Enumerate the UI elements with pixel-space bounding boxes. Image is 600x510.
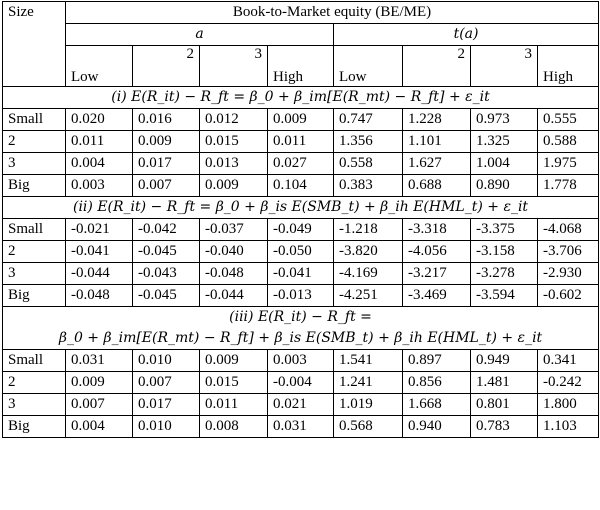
- t-stat-cell: 1.778: [538, 175, 599, 197]
- level-header: [334, 46, 403, 87]
- alpha-cell: 0.012: [200, 109, 268, 131]
- level-top-label: 2: [457, 46, 465, 62]
- size-cell: 2: [3, 241, 66, 263]
- t-stat-cell: -3.217: [403, 263, 471, 285]
- level-bottom-label: [408, 68, 465, 86]
- alpha-cell: -0.048: [200, 263, 268, 285]
- t-stat-cell: -3.820: [334, 241, 403, 263]
- alpha-cell: -0.045: [133, 285, 200, 307]
- level-header: [66, 46, 133, 87]
- t-stat-cell: -4.169: [334, 263, 403, 285]
- t-stat-cell: 1.101: [403, 131, 471, 153]
- t-stat-cell: -3.706: [538, 241, 599, 263]
- level-top-label: 2: [186, 46, 194, 62]
- alpha-cell: 0.010: [133, 350, 200, 372]
- alpha-cell: 0.009: [200, 350, 268, 372]
- size-cell: 2: [3, 131, 66, 153]
- size-cell: Small: [3, 350, 66, 372]
- t-stat-cell: 1.800: [538, 394, 599, 416]
- t-stat-cell: 0.949: [471, 350, 538, 372]
- level-bottom-label: [476, 68, 532, 86]
- level-header: [471, 46, 538, 87]
- t-stat-cell: 0.688: [403, 175, 471, 197]
- level-top-label: 3: [524, 46, 532, 62]
- alpha-cell: -0.048: [66, 285, 133, 307]
- table-row: [3, 263, 599, 285]
- level-bottom-label: [205, 68, 262, 86]
- t-stat-cell: -1.218: [334, 219, 403, 241]
- level-top-label: [339, 46, 397, 62]
- t-stat-cell: 1.627: [403, 153, 471, 175]
- t-stat-cell: 1.356: [334, 131, 403, 153]
- panel-title: (i) E(R_it) − R_ft = β_0 + β_im[E(R_mt) − R_ft] + ε_it: [3, 87, 599, 109]
- table-row: [3, 175, 599, 197]
- t-stat-cell: 0.588: [538, 131, 599, 153]
- size-header: Size: [3, 2, 66, 87]
- t-stat-cell: -0.242: [538, 372, 599, 394]
- alpha-cell: 0.003: [66, 175, 133, 197]
- t-stat-cell: 0.856: [403, 372, 471, 394]
- alpha-cell: 0.016: [133, 109, 200, 131]
- alpha-cell: 0.004: [66, 416, 133, 438]
- t-stat-cell: 1.241: [334, 372, 403, 394]
- panel-title: (ii) E(R_it) − R_ft = β_0 + β_is E(SMB_t) + β_ih E(HML_t) + ε_it: [3, 197, 599, 219]
- alpha-cell: 0.009: [268, 109, 334, 131]
- alpha-cell: 0.010: [133, 416, 200, 438]
- t-stat-cell: 0.747: [334, 109, 403, 131]
- level-bottom-label: Low: [71, 69, 99, 85]
- level-header: [133, 46, 200, 87]
- alpha-cell: -0.021: [66, 219, 133, 241]
- alpha-cell: 0.009: [66, 372, 133, 394]
- t-stat-cell: 1.481: [471, 372, 538, 394]
- t-stat-cell: 0.890: [471, 175, 538, 197]
- t-stat-cell: 0.383: [334, 175, 403, 197]
- table-row: [3, 131, 599, 153]
- alpha-cell: 0.009: [200, 175, 268, 197]
- alpha-cell: 0.013: [200, 153, 268, 175]
- alpha-cell: -0.044: [200, 285, 268, 307]
- alpha-cell: 0.017: [133, 394, 200, 416]
- t-stat-cell: -3.158: [471, 241, 538, 263]
- level-header: [538, 46, 599, 87]
- alpha-cell: -0.041: [66, 241, 133, 263]
- t-stat-cell: -4.251: [334, 285, 403, 307]
- t-stat-cell: 1.325: [471, 131, 538, 153]
- t-stat-cell: 1.541: [334, 350, 403, 372]
- alpha-cell: -0.041: [268, 263, 334, 285]
- regression-table: [2, 1, 599, 438]
- table-row: [3, 109, 599, 131]
- t-stat-cell: 0.897: [403, 350, 471, 372]
- size-cell: 2: [3, 372, 66, 394]
- t-stat-cell: -3.278: [471, 263, 538, 285]
- t-stat-cell: 1.668: [403, 394, 471, 416]
- a-label: a: [66, 24, 334, 46]
- size-cell: Big: [3, 175, 66, 197]
- level-top-label: [273, 46, 328, 62]
- t-label: t(a): [334, 24, 599, 46]
- alpha-cell: 0.003: [268, 350, 334, 372]
- alpha-cell: 0.009: [133, 131, 200, 153]
- level-top-label: [543, 46, 593, 62]
- table-row: [3, 394, 599, 416]
- alpha-cell: 0.104: [268, 175, 334, 197]
- t-stat-cell: -3.318: [403, 219, 471, 241]
- alpha-cell: -0.050: [268, 241, 334, 263]
- alpha-cell: 0.031: [268, 416, 334, 438]
- alpha-cell: -0.043: [133, 263, 200, 285]
- t-stat-cell: 0.555: [538, 109, 599, 131]
- size-cell: Big: [3, 285, 66, 307]
- size-cell: 3: [3, 263, 66, 285]
- level-bottom-label: Low: [339, 69, 367, 85]
- alpha-cell: 0.015: [200, 372, 268, 394]
- t-stat-cell: 0.783: [471, 416, 538, 438]
- alpha-cell: 0.017: [133, 153, 200, 175]
- alpha-cell: -0.049: [268, 219, 334, 241]
- alpha-cell: 0.011: [66, 131, 133, 153]
- alpha-cell: 0.031: [66, 350, 133, 372]
- size-cell: 3: [3, 153, 66, 175]
- t-stat-cell: -4.068: [538, 219, 599, 241]
- level-bottom-label: [138, 68, 194, 86]
- t-stat-cell: 0.940: [403, 416, 471, 438]
- alpha-cell: -0.013: [268, 285, 334, 307]
- t-stat-cell: 0.568: [334, 416, 403, 438]
- t-stat-cell: 1.103: [538, 416, 599, 438]
- alpha-cell: 0.007: [133, 372, 200, 394]
- alpha-cell: 0.008: [200, 416, 268, 438]
- t-stat-cell: 0.558: [334, 153, 403, 175]
- t-stat-cell: -0.602: [538, 285, 599, 307]
- size-cell: Big: [3, 416, 66, 438]
- alpha-cell: -0.004: [268, 372, 334, 394]
- table-row: [3, 241, 599, 263]
- level-header: [200, 46, 268, 87]
- alpha-cell: 0.020: [66, 109, 133, 131]
- alpha-cell: 0.007: [133, 175, 200, 197]
- bm-title: Book-to-Market equity (BE/ME): [66, 2, 599, 24]
- t-stat-cell: 1.228: [403, 109, 471, 131]
- t-stat-cell: -3.594: [471, 285, 538, 307]
- level-top-label: 3: [254, 46, 262, 62]
- level-top-label: [71, 46, 127, 62]
- panel-title: (iii) E(R_it) − R_ft =: [3, 307, 599, 329]
- level-header: [268, 46, 334, 87]
- t-stat-cell: -2.930: [538, 263, 599, 285]
- alpha-cell: -0.044: [66, 263, 133, 285]
- table-row: [3, 153, 599, 175]
- alpha-cell: 0.007: [66, 394, 133, 416]
- panel-title-line2: β_0 + β_im[E(R_mt) − R_ft] + β_is E(SMB_t) + β_ih E(HML_t) + ε_it: [3, 328, 599, 350]
- t-stat-cell: 0.801: [471, 394, 538, 416]
- alpha-cell: -0.045: [133, 241, 200, 263]
- level-header: [403, 46, 471, 87]
- t-stat-cell: -4.056: [403, 241, 471, 263]
- t-stat-cell: 1.019: [334, 394, 403, 416]
- table-row: [3, 372, 599, 394]
- level-row: [3, 46, 599, 87]
- alpha-cell: -0.042: [133, 219, 200, 241]
- level-bottom-label: High: [273, 69, 303, 85]
- alpha-cell: 0.027: [268, 153, 334, 175]
- alpha-cell: -0.040: [200, 241, 268, 263]
- size-cell: Small: [3, 219, 66, 241]
- alpha-cell: -0.037: [200, 219, 268, 241]
- table-row: [3, 350, 599, 372]
- alpha-cell: 0.015: [200, 131, 268, 153]
- table-row: [3, 416, 599, 438]
- t-stat-cell: 1.975: [538, 153, 599, 175]
- alpha-cell: 0.011: [200, 394, 268, 416]
- alpha-cell: 0.004: [66, 153, 133, 175]
- table-row: [3, 285, 599, 307]
- table-row: [3, 219, 599, 241]
- alpha-cell: 0.021: [268, 394, 334, 416]
- t-stat-cell: 0.341: [538, 350, 599, 372]
- level-bottom-label: High: [543, 69, 573, 85]
- t-stat-cell: -3.375: [471, 219, 538, 241]
- t-stat-cell: 1.004: [471, 153, 538, 175]
- alpha-cell: 0.011: [268, 131, 334, 153]
- size-cell: Small: [3, 109, 66, 131]
- size-cell: 3: [3, 394, 66, 416]
- t-stat-cell: -3.469: [403, 285, 471, 307]
- t-stat-cell: 0.973: [471, 109, 538, 131]
